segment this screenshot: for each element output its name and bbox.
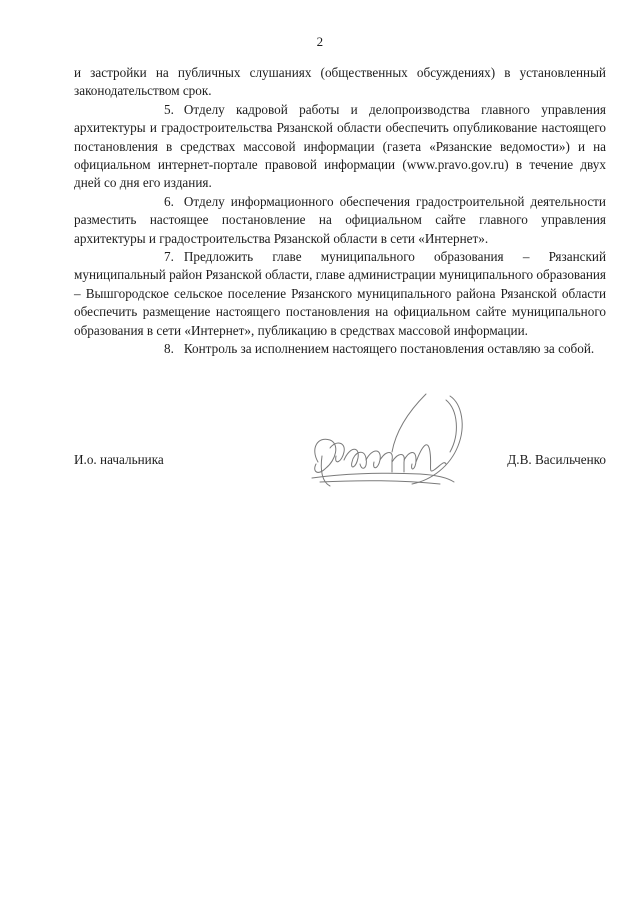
intro-paragraph: и застройки на публичных слушаниях (общественных обсуждениях) в установленный законодательством срок.: [74, 65, 606, 99]
handwritten-signature: [300, 390, 470, 500]
item-text: Отделу информационного обеспечения градостроительной деятельности разместить настоящее постановление на официальном сайте главного управления архитектуры и градостроительства Рязанской области в сети «Интернет».: [74, 193, 606, 246]
item-number: 6.: [164, 193, 174, 209]
item-number: 8.: [164, 341, 174, 357]
item-paragraph-5: [74, 101, 606, 193]
item-number: 7.: [164, 249, 174, 265]
item-text: Контроль за исполнением настоящего постановления оставляю за собой.: [183, 341, 595, 357]
item-paragraph-7: [74, 248, 606, 340]
page-number: 2: [316, 34, 324, 49]
item-text: Предложить главе муниципального образования – Рязанский муниципальный район Рязанской области, главе администрации муниципального образования – Вышгородское сельское поселение Рязанского муниципального района Рязанской области обеспечить размещение настоящего постановления на официальном сайте муниципального образования в сети «Интернет», публикацию в средствах массовой информации.: [74, 249, 606, 338]
item-paragraph-6: [74, 193, 606, 248]
signatory-name: Д.В. Васильченко: [507, 452, 606, 467]
signatory-role: И.о. начальника: [74, 452, 164, 467]
document-body: [74, 64, 606, 359]
item-text: Отделу кадровой работы и делопроизводства главного управления архитектуры и градостроительства Рязанской области обеспечить опубликование настоящего постановления в средствах массовой информации (газета «Рязанские ведомости») и на официальном интернет-портале правовой информации (www.pravo.gov.ru) в течение двух дней со дня его издания.: [74, 101, 606, 191]
item-number: 5.: [164, 101, 174, 117]
signature-strokes: [312, 394, 462, 486]
signature-block: [74, 448, 606, 508]
item-paragraph-8: [74, 340, 606, 358]
